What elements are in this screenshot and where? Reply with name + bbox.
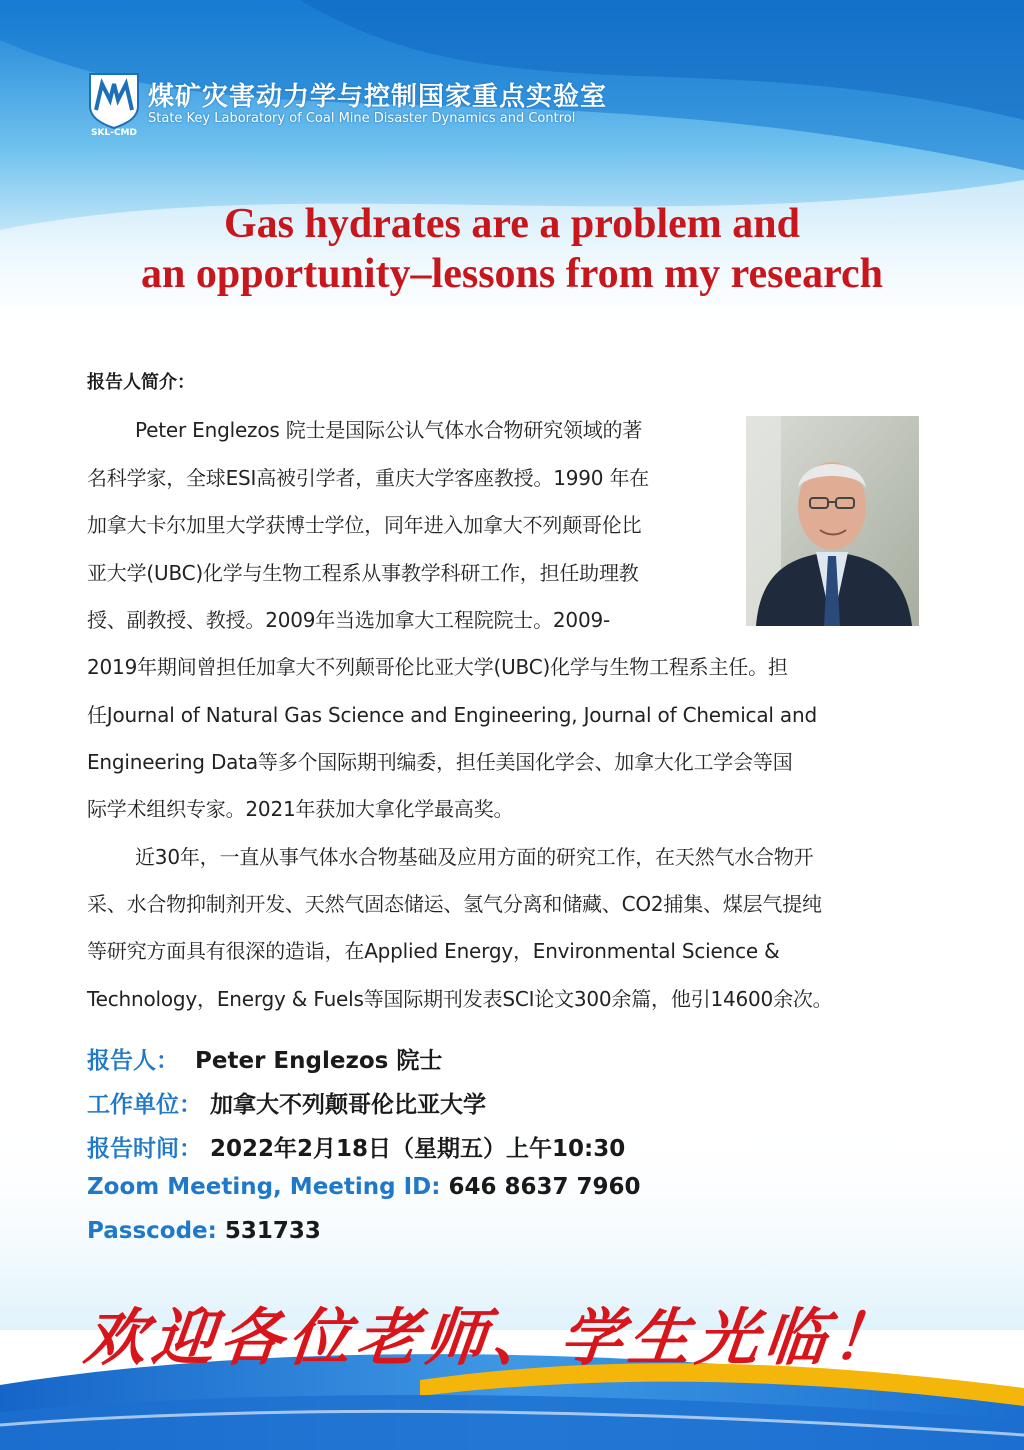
bio-line: 际学术组织专家。2021年获加大拿化学最高奖。: [87, 797, 514, 821]
bio-line: Peter Englezos 院士是国际公认气体水合物研究领域的著: [135, 418, 643, 442]
passcode-row: [87, 1218, 321, 1244]
lab-name-cn: 煤矿灾害动力学与控制国家重点实验室: [148, 82, 608, 112]
unit-value: 加拿大不列颠哥伦比亚大学: [210, 1092, 487, 1118]
bio-line: 授、副教授、教授。2009年当选加拿大工程院院士。2009-: [87, 608, 611, 632]
lab-name-en: State Key Laboratory of Coal Mine Disaster Dynamics and Control: [148, 111, 576, 126]
unit-row: [87, 1086, 486, 1119]
time-row: [87, 1130, 625, 1163]
speaker-value: Peter Englezos 院士: [195, 1048, 443, 1074]
bio-line: 采、水合物抑制剂开发、天然气固态储运、氢气分离和储藏、CO2捕集、煤层气提纯: [87, 892, 822, 916]
bio-line: 名科学家，全球ESI高被引学者，重庆大学客座教授。1990 年在: [87, 466, 650, 490]
bio-line: 加拿大卡尔加里大学获博士学位，同年进入加拿大不列颠哥伦比: [87, 513, 642, 537]
zoom-row: [87, 1174, 641, 1200]
logo-text: SKL-CMD: [91, 128, 137, 136]
zoom-id-value: 646 8637 7960: [448, 1174, 641, 1200]
bio-line: Technology，Energy & Fuels等国际期刊发表SCI论文300余篇，他引14600余次。: [87, 987, 833, 1011]
speaker-photo: [746, 416, 919, 626]
bio-line: 任Journal of Natural Gas Science and Engineering, Journal of Chemical and: [87, 703, 817, 727]
time-label: 报告时间：: [87, 1136, 202, 1162]
bio-line: 亚大学(UBC)化学与生物工程系从事教学科研工作，担任助理教: [87, 561, 639, 585]
bio-line: 等研究方面具有很深的造诣，在Applied Energy，Environmental Science &: [87, 939, 780, 963]
bio-line: 近30年，一直从事气体水合物基础及应用方面的研究工作，在天然气水合物开: [135, 845, 814, 869]
welcome-banner: 欢迎各位老师、学生光临！: [80, 1301, 905, 1374]
bio-line: 2019年期间曾担任加拿大不列颠哥伦比亚大学(UBC)化学与生物工程系主任。担: [87, 655, 788, 679]
talk-title-line2: an opportunity–lessons from my research: [140, 251, 883, 297]
passcode-value: 531733: [224, 1218, 321, 1244]
bio-line: Engineering Data等多个国际期刊编委，担任美国化学会、加拿大化工学会等国: [87, 750, 793, 774]
bio-heading: 报告人简介：: [87, 372, 195, 393]
passcode-label: Passcode:: [87, 1218, 225, 1244]
talk-title-line1: Gas hydrates are a problem and: [224, 201, 800, 247]
unit-label: 工作单位：: [87, 1092, 202, 1118]
speaker-row: [87, 1042, 442, 1075]
zoom-label: Zoom Meeting, Meeting ID:: [87, 1174, 449, 1200]
shield-logo-icon: [84, 70, 144, 136]
time-value: 2022年2月18日（星期五）上午10:30: [210, 1136, 626, 1162]
speaker-label: 报告人：: [87, 1048, 179, 1074]
